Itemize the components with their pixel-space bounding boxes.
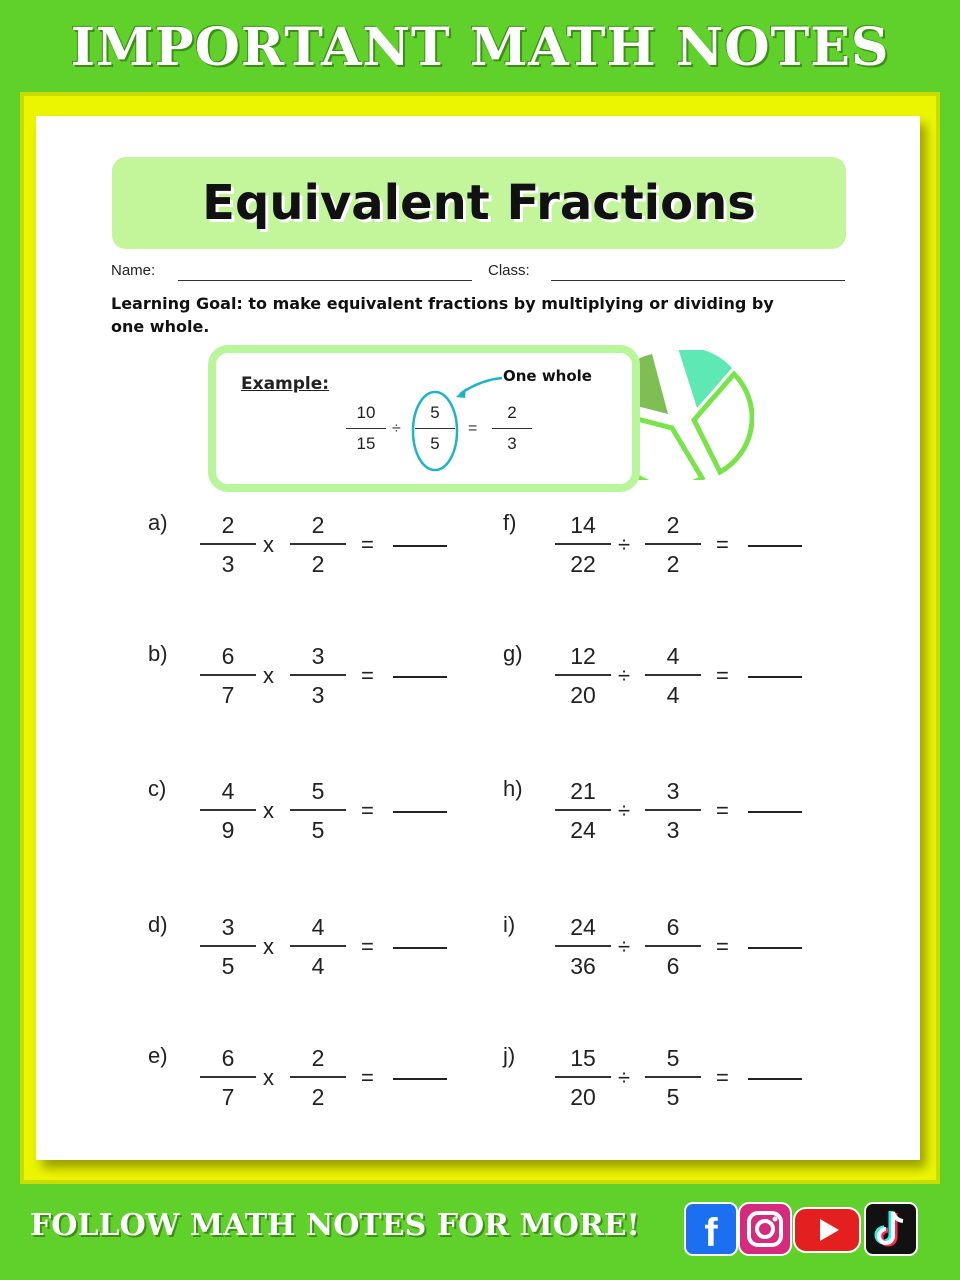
equals-sign: = (361, 934, 374, 959)
fraction-right (645, 912, 701, 981)
numerator: 21 (570, 778, 596, 804)
numerator: 3 (311, 643, 325, 669)
fraction-bar (200, 945, 256, 947)
fraction-right (290, 776, 346, 845)
answer-blank[interactable] (393, 676, 447, 678)
denominator: 9 (221, 817, 235, 843)
operator: ÷ (618, 663, 631, 688)
fraction-bar (555, 1076, 611, 1078)
banner-title: IMPORTANT MATH NOTES (70, 17, 890, 78)
answer-blank[interactable] (748, 545, 802, 547)
worksheet-title: Equivalent Fractions (202, 175, 756, 231)
fraction-bar (200, 674, 256, 676)
fraction-bar (555, 809, 611, 811)
numerator: 14 (570, 512, 596, 538)
denominator: 2 (311, 551, 325, 577)
fraction-bar (645, 1076, 701, 1078)
problem-item (503, 776, 823, 866)
problem-label: a) (148, 510, 168, 535)
fraction-right (290, 510, 346, 579)
problem-item (148, 1043, 468, 1133)
denominator: 4 (666, 682, 680, 708)
denominator: 3 (311, 682, 325, 708)
denominator: 7 (221, 1084, 235, 1110)
fraction-left (555, 1043, 611, 1112)
equals-sign: = (716, 532, 729, 557)
learning-goal: Learning Goal: to make equivalent fractions by multiplying or dividing by one whole. (111, 294, 774, 336)
problem-label: h) (503, 776, 523, 801)
denominator: 36 (570, 953, 596, 979)
fraction-left (555, 641, 611, 710)
example-operator: ÷ (392, 420, 401, 437)
fraction-left (200, 1043, 256, 1112)
fraction-right (645, 776, 701, 845)
fraction-bar (290, 945, 346, 947)
operator: x (263, 934, 274, 959)
equals-sign: = (716, 663, 729, 688)
answer-blank[interactable] (748, 947, 802, 949)
fraction-bar (290, 809, 346, 811)
youtube-icon[interactable] (792, 1202, 862, 1256)
problem-label: j) (503, 1043, 516, 1068)
answer-blank[interactable] (393, 811, 447, 813)
numerator: 3 (221, 914, 235, 940)
fraction-bar (645, 945, 701, 947)
denominator: 2 (311, 1084, 325, 1110)
numerator: 6 (221, 1045, 235, 1071)
numerator: 5 (430, 403, 440, 422)
numerator: 5 (311, 778, 325, 804)
answer-blank[interactable] (393, 545, 447, 547)
worksheet-paper (36, 116, 920, 1160)
numerator: 2 (666, 512, 680, 538)
problem-label: e) (148, 1043, 168, 1068)
numerator: 6 (666, 914, 680, 940)
numerator: 5 (666, 1045, 680, 1071)
equals-sign: = (361, 663, 374, 688)
problem-label: g) (503, 641, 523, 666)
numerator: 2 (221, 512, 235, 538)
fraction-left (200, 912, 256, 981)
one-whole-callout: One whole (503, 367, 592, 385)
operator: ÷ (618, 798, 631, 823)
fraction-right (290, 912, 346, 981)
fraction-left (555, 912, 611, 981)
fraction-bar (290, 674, 346, 676)
fraction-left (555, 776, 611, 845)
fraction-bar (645, 674, 701, 676)
fraction-left (200, 641, 256, 710)
fraction-bar (555, 674, 611, 676)
class-field-line[interactable] (551, 280, 845, 281)
example-equals: = (468, 420, 478, 437)
title-box (112, 157, 846, 249)
operator: ÷ (618, 532, 631, 557)
fraction-bar (200, 543, 256, 545)
denominator: 5 (430, 434, 440, 453)
denominator: 15 (356, 434, 376, 453)
fraction-right (290, 1043, 346, 1112)
footer-follow-text: FOLLOW MATH NOTES FOR MORE! (30, 1208, 640, 1243)
answer-blank[interactable] (393, 947, 447, 949)
numerator: 2 (311, 1045, 325, 1071)
equals-sign: = (361, 1065, 374, 1090)
fraction-bar (645, 809, 701, 811)
arrow-icon (452, 372, 506, 402)
fraction-bar (346, 428, 386, 429)
fraction-right (290, 641, 346, 710)
fraction-bar (645, 543, 701, 545)
problem-label: b) (148, 641, 168, 666)
denominator: 20 (570, 1084, 596, 1110)
answer-blank[interactable] (393, 1078, 447, 1080)
fraction-bar (555, 945, 611, 947)
class-label: Class: (488, 262, 530, 279)
problem-item (503, 1043, 823, 1133)
numerator: 10 (356, 403, 376, 422)
problem-label: i) (503, 912, 516, 937)
numerator: 12 (570, 643, 596, 669)
name-label: Name: (111, 262, 156, 279)
problem-label: d) (148, 912, 168, 937)
denominator: 20 (570, 682, 596, 708)
instagram-icon[interactable] (738, 1202, 792, 1256)
fraction-left (555, 510, 611, 579)
example-label: Example: (241, 374, 330, 394)
numerator: 4 (666, 643, 680, 669)
problem-label: f) (503, 510, 517, 535)
numerator: 2 (311, 512, 325, 538)
equals-sign: = (716, 798, 729, 823)
answer-blank[interactable] (748, 676, 802, 678)
denominator: 4 (311, 953, 325, 979)
fraction-left (200, 510, 256, 579)
numerator: 3 (666, 778, 680, 804)
problem-item (148, 510, 468, 600)
numerator: 2 (507, 403, 517, 422)
denominator: 5 (311, 817, 325, 843)
equals-sign: = (361, 532, 374, 557)
name-field-line[interactable] (178, 280, 472, 281)
example-result (492, 400, 532, 457)
equals-sign: = (716, 1065, 729, 1090)
denominator: 22 (570, 551, 596, 577)
answer-blank[interactable] (748, 1078, 802, 1080)
problem-item (148, 641, 468, 731)
denominator: 2 (666, 551, 680, 577)
fraction-bar (555, 543, 611, 545)
answer-blank[interactable] (748, 811, 802, 813)
denominator: 5 (666, 1084, 680, 1110)
operator: x (263, 663, 274, 688)
problem-item (148, 776, 468, 866)
fraction-bar (290, 1076, 346, 1078)
denominator: 3 (221, 551, 235, 577)
numerator: 15 (570, 1045, 596, 1071)
numerator: 6 (221, 643, 235, 669)
denominator: 24 (570, 817, 596, 843)
operator: x (263, 798, 274, 823)
numerator: 4 (311, 914, 325, 940)
fraction-right (645, 641, 701, 710)
fraction-left (200, 776, 256, 845)
example-fraction-1 (346, 400, 386, 457)
svg-text:f: f (704, 1211, 718, 1255)
example-fraction-2 (415, 400, 455, 457)
operator: x (263, 532, 274, 557)
fraction-bar (200, 1076, 256, 1078)
operator: ÷ (618, 1065, 631, 1090)
problem-item (148, 912, 468, 1002)
tiktok-icon[interactable] (864, 1202, 918, 1256)
fraction-bar (200, 809, 256, 811)
problem-label: c) (148, 776, 167, 801)
denominator: 3 (666, 817, 680, 843)
fraction-right (645, 510, 701, 579)
problem-item (503, 912, 823, 1002)
equals-sign: = (716, 934, 729, 959)
operator: ÷ (618, 934, 631, 959)
denominator: 5 (221, 953, 235, 979)
operator: x (263, 1065, 274, 1090)
denominator: 6 (666, 953, 680, 979)
denominator: 7 (221, 682, 235, 708)
problem-item (503, 641, 823, 731)
denominator: 3 (507, 434, 517, 453)
fraction-right (645, 1043, 701, 1112)
facebook-icon[interactable] (684, 1202, 738, 1256)
equals-sign: = (361, 798, 374, 823)
numerator: 4 (221, 778, 235, 804)
fraction-bar (290, 543, 346, 545)
problem-item (503, 510, 823, 600)
fraction-bar (415, 428, 455, 429)
fraction-bar (492, 428, 532, 429)
numerator: 24 (570, 914, 596, 940)
